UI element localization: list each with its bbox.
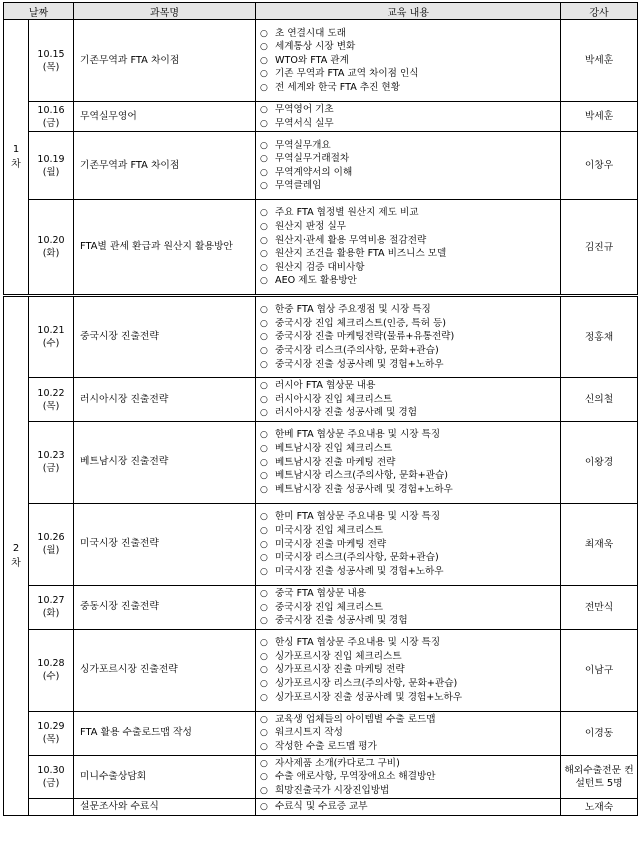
content-list [260, 303, 560, 371]
weekday-value: (화) [42, 608, 60, 620]
content-list [260, 206, 560, 288]
weekday-value: (월) [42, 166, 60, 178]
content-item: ○ 중국시장 진입 체크리스트(인증, 특허 등) [260, 317, 560, 331]
instructor-name: 노재숙 [561, 799, 638, 816]
course-name: 중국시장 진출전략 [74, 296, 256, 378]
header-instructor: 강사 [561, 3, 638, 20]
content-item: ○ 초 연결시대 도래 [260, 27, 560, 41]
content-item: ○ 교육생 업체들의 아이템별 수출 로드맵 [260, 713, 560, 727]
content-item: ○ 한미 FTA 협상문 주요내용 및 시장 특징 [260, 510, 560, 524]
date-cell [29, 200, 74, 296]
weekday-value: (월) [42, 545, 60, 557]
content-cell [256, 132, 561, 200]
content-list [260, 757, 560, 798]
date-value: 10.30 [37, 764, 65, 776]
content-item: ○ 자사제품 소개(카다로그 구비) [260, 757, 560, 771]
weekday-value: (목) [42, 61, 60, 73]
content-item: ○ 베트남시장 리스크(주의사항, 문화+관습) [260, 469, 560, 483]
content-item: ○ 싱가포르시장 진입 체크리스트 [260, 650, 560, 664]
date-value: 10.16 [37, 104, 65, 116]
date-value: 10.29 [37, 721, 65, 733]
instructor-name: 최재욱 [561, 503, 638, 585]
content-cell [256, 421, 561, 503]
content-item: ○ 원산지·관세 활용 무역비용 절감전략 [260, 234, 560, 248]
weekday-value: (금) [42, 777, 60, 789]
content-item: ○ 싱가포르시장 리스크(주의사항, 문화+관습) [260, 677, 560, 691]
table-row [4, 378, 638, 422]
instructor-name: 정홍채 [561, 296, 638, 378]
content-cell [256, 799, 561, 816]
content-item: ○ 중국 FTA 협상문 내용 [260, 587, 560, 601]
content-item: ○ 러시아시장 진입 체크리스트 [260, 393, 560, 407]
content-item: ○ WTO와 FTA 관계 [260, 54, 560, 68]
course-name: 무역실무영어 [74, 102, 256, 132]
content-item: ○ 전 세계와 한국 FTA 추진 현황 [260, 81, 560, 95]
content-item: ○ 무역영어 기초 [260, 103, 560, 117]
course-name: 미국시장 진출전략 [74, 503, 256, 585]
date-value: 10.22 [37, 387, 65, 399]
content-item: ○ AEO 제도 활용방안 [260, 274, 560, 288]
instructor-name: 박세훈 [561, 102, 638, 132]
table-row [4, 102, 638, 132]
content-item: ○ 중국시장 진출 성공사례 및 경험+노하우 [260, 358, 560, 372]
course-name: 기존무역과 FTA 차이점 [74, 132, 256, 200]
session-number: 1 [12, 144, 20, 156]
instructor-name: 이남구 [561, 629, 638, 711]
date-cell [29, 421, 74, 503]
date-cell [29, 132, 74, 200]
table-row [4, 629, 638, 711]
content-cell [256, 503, 561, 585]
session-suffix: 차 [11, 558, 21, 570]
content-item: ○ 미국시장 진출 성공사례 및 경험+노하우 [260, 565, 560, 579]
content-item: ○ 러시아시장 진출 성공사례 및 경험 [260, 406, 560, 420]
table-row [4, 799, 638, 816]
header-content: 교육 내용 [256, 3, 561, 20]
instructor-name: 이왕경 [561, 421, 638, 503]
content-item: ○ 싱가포르시장 진출 성공사례 및 경험+노하우 [260, 691, 560, 705]
content-item: ○ 베트남시장 진입 체크리스트 [260, 442, 560, 456]
content-item: ○ 수출 애로사항, 무역장애요소 해결방안 [260, 770, 560, 784]
course-name: FTA별 관세 환급과 원산지 활용방안 [74, 200, 256, 296]
table-row [4, 200, 638, 296]
content-item: ○ 주요 FTA 협정별 원산지 제도 비교 [260, 206, 560, 220]
date-cell [29, 378, 74, 422]
date-cell [29, 296, 74, 378]
course-name: 기존무역과 FTA 차이점 [74, 20, 256, 102]
date-value: 10.26 [37, 532, 65, 544]
instructor-name: 이창우 [561, 132, 638, 200]
course-schedule-table [3, 2, 638, 816]
content-item: ○ 중국시장 진출 성공사례 및 경험 [260, 614, 560, 628]
course-name: 싱가포르시장 진출전략 [74, 629, 256, 711]
content-item: ○ 무역실무거래절차 [260, 152, 560, 166]
table-row [4, 20, 638, 102]
date-cell [29, 755, 74, 799]
content-cell [256, 200, 561, 296]
content-item: ○ 미국시장 진출 마케팅 전략 [260, 538, 560, 552]
date-cell [29, 102, 74, 132]
content-item: ○ 무역실무개요 [260, 139, 560, 153]
content-item: ○ 중국시장 진입 체크리스트 [260, 601, 560, 615]
content-item: ○ 수료식 및 수료증 교부 [260, 800, 560, 814]
header-course: 과목명 [74, 3, 256, 20]
date-value: 10.19 [37, 153, 65, 165]
date-value: 10.23 [37, 450, 65, 462]
content-list [260, 27, 560, 95]
content-item: ○ 중국시장 리스크(주의사항, 문화+관습) [260, 344, 560, 358]
content-item: ○ 원산지 판정 실무 [260, 220, 560, 234]
content-item: ○ 희망진출국가 시장진입방법 [260, 784, 560, 798]
date-cell [29, 503, 74, 585]
content-cell [256, 755, 561, 799]
content-item: ○ 기존 무역과 FTA 교역 차이점 인식 [260, 67, 560, 81]
content-item: ○ 베트남시장 진출 마케팅 전략 [260, 456, 560, 470]
header-row [4, 3, 638, 20]
instructor-name: 신의철 [561, 378, 638, 422]
weekday-value: (수) [42, 338, 60, 350]
content-item: ○ 세계통상 시장 변화 [260, 40, 560, 54]
content-item: ○ 무역계약서의 이해 [260, 166, 560, 180]
content-list [260, 139, 560, 193]
date-value: 10.15 [37, 48, 65, 60]
date-value: 10.21 [37, 325, 65, 337]
content-item: ○ 원산지 조건을 활용한 FTA 비즈니스 모델 [260, 247, 560, 261]
session-label [4, 296, 29, 816]
table-row [4, 132, 638, 200]
content-item: ○ 원산지 검증 대비사항 [260, 261, 560, 275]
content-list [260, 587, 560, 628]
session-number: 2 [12, 543, 20, 555]
content-list [260, 428, 560, 496]
content-item: ○ 작성한 수출 로드맵 평가 [260, 740, 560, 754]
session-label [4, 20, 29, 296]
content-list [260, 379, 560, 420]
table-row [4, 755, 638, 799]
date-cell [29, 20, 74, 102]
content-list [260, 713, 560, 754]
content-item: ○ 싱가포르시장 진출 마케팅 전략 [260, 663, 560, 677]
content-item: ○ 무역서식 실무 [260, 117, 560, 131]
table-row [4, 711, 638, 755]
instructor-name: 이경동 [561, 711, 638, 755]
content-item: ○ 미국시장 진입 체크리스트 [260, 524, 560, 538]
content-cell [256, 102, 561, 132]
content-cell [256, 378, 561, 422]
course-name: 베트남시장 진출전략 [74, 421, 256, 503]
table-row [4, 503, 638, 585]
weekday-value: (수) [42, 671, 60, 683]
table-row [4, 296, 638, 378]
weekday-value: (금) [42, 117, 60, 129]
date-cell [29, 585, 74, 629]
content-cell [256, 296, 561, 378]
date-value: 10.27 [37, 595, 65, 607]
content-item: ○ 한베 FTA 협상문 주요내용 및 시장 특징 [260, 428, 560, 442]
instructor-name: 전만식 [561, 585, 638, 629]
content-item: ○ 워크시트지 작성 [260, 726, 560, 740]
weekday-value: (금) [42, 463, 60, 475]
content-cell [256, 585, 561, 629]
date-value: 10.28 [37, 658, 65, 670]
course-name: 미니수출상담회 [74, 755, 256, 799]
instructor-name: 김진규 [561, 200, 638, 296]
course-name: 설문조사와 수료식 [74, 799, 256, 816]
course-name: 중동시장 진출전략 [74, 585, 256, 629]
content-item: ○ 베트남시장 진출 성공사례 및 경험+노하우 [260, 483, 560, 497]
content-item: ○ 한중 FTA 협상 주요쟁점 및 시장 특징 [260, 303, 560, 317]
header-date: 날짜 [4, 3, 74, 20]
content-cell [256, 629, 561, 711]
content-list [260, 510, 560, 578]
date-value: 10.20 [37, 235, 65, 247]
weekday-value: (화) [42, 248, 60, 260]
course-name: FTA 활용 수출로드맵 작성 [74, 711, 256, 755]
content-item: ○ 미국시장 리스크(주의사항, 문화+관습) [260, 551, 560, 565]
table-row [4, 421, 638, 503]
content-item: ○ 중국시장 진출 마케팅전략(물류+유통전략) [260, 330, 560, 344]
content-cell [256, 711, 561, 755]
date-cell [29, 799, 74, 816]
date-cell [29, 711, 74, 755]
weekday-value: (목) [42, 400, 60, 412]
content-list [260, 636, 560, 704]
table-row [4, 585, 638, 629]
date-cell [29, 629, 74, 711]
content-list [260, 103, 560, 130]
content-item: ○ 무역클레임 [260, 179, 560, 193]
course-name: 러시아시장 진출전략 [74, 378, 256, 422]
instructor-name: 박세훈 [561, 20, 638, 102]
weekday-value: (목) [42, 734, 60, 746]
session-suffix: 차 [11, 159, 21, 171]
instructor-name: 해외수출전문 컨설턴트 5명 [561, 755, 638, 799]
content-item: ○ 러시아 FTA 협상문 내용 [260, 379, 560, 393]
content-list [260, 800, 560, 814]
content-cell [256, 20, 561, 102]
content-item: ○ 한싱 FTA 협상문 주요내용 및 시장 특징 [260, 636, 560, 650]
